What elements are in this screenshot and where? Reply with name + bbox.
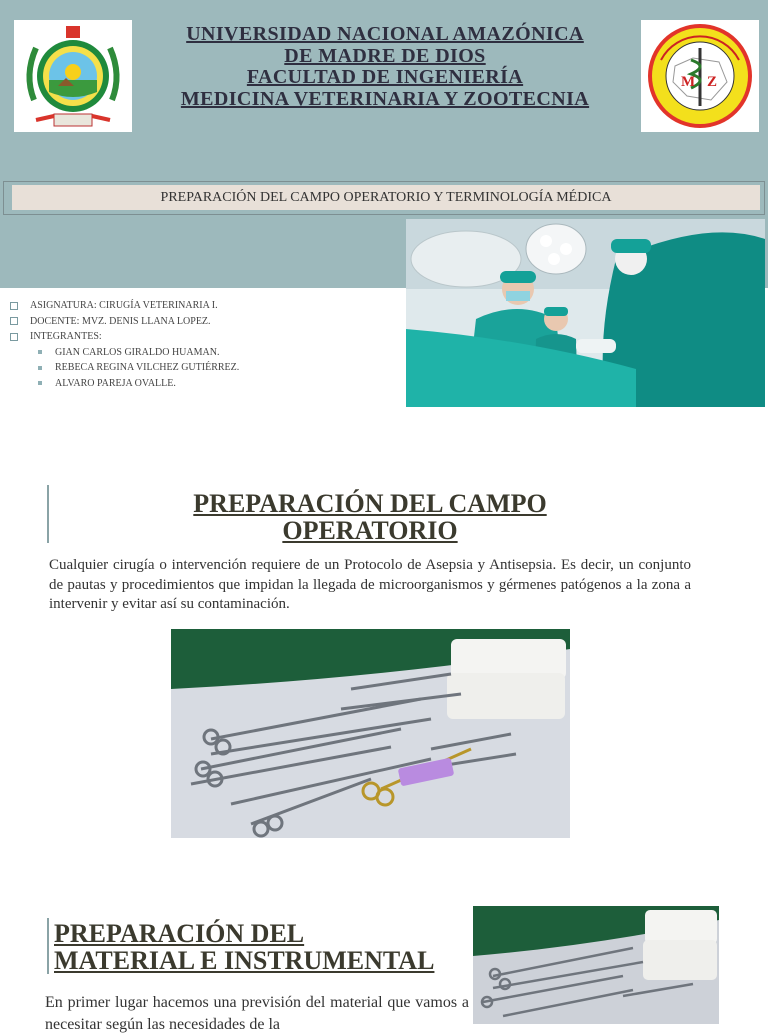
svg-text:M: M: [681, 74, 696, 90]
surgical-instruments-image: [171, 629, 570, 838]
section1-body: Cualquier cirugía o intervención requiere de un Protocolo de Asepsia y Antisepsia. Es decir, un conjunto de pautas y procedimientos que impidan la llegada de microorganismos y gérmenes patógenos a la zona a intervenir y evitar así su contaminación.: [49, 557, 691, 612]
member-item: [10, 360, 400, 376]
instrument-table-photo: [473, 906, 719, 1024]
surgical-instruments-photo: [171, 629, 570, 838]
section-accent-line: [47, 918, 49, 974]
surgeons-operating-image: [406, 219, 765, 407]
dot-bullet-icon: [38, 350, 42, 354]
member-name: REBECA REGINA VILCHEZ GUTIÉRREZ.: [55, 362, 240, 373]
member-item: [10, 345, 400, 361]
teacher-text: DOCENTE: MVZ. DENIS LLANA LOPEZ.: [30, 315, 211, 327]
dot-bullet-icon: [38, 366, 42, 370]
university-seal-icon: [14, 20, 132, 132]
section2-title: [54, 920, 474, 974]
section-accent-line: [47, 485, 49, 543]
instrument-table-image: [473, 906, 719, 1024]
title-line-1: UNIVERSIDAD NACIONAL AMAZÓNICA: [186, 23, 584, 45]
dot-bullet-icon: [38, 381, 42, 385]
member-name: ALVARO PAREJA OVALLE.: [55, 377, 176, 389]
square-bullet-icon: [10, 317, 18, 325]
subject-row: [10, 298, 400, 314]
section1-title-line2: OPERATORIO: [282, 516, 458, 545]
members-label-row: [10, 329, 400, 345]
square-bullet-icon: [10, 333, 18, 341]
title-line-3: FACULTAD DE INGENIERÍA: [246, 66, 524, 88]
banner-title: PREPARACIÓN DEL CAMPO OPERATORIO Y TERMINOLOGÍA MÉDICA: [12, 185, 760, 210]
svg-text:Z: Z: [707, 74, 718, 90]
member-name: GIAN CARLOS GIRALDO HUAMAN.: [55, 346, 220, 358]
section2-body: En primer lugar hacemos una previsión del material que vamos a necesitar según las necesidades de la: [45, 994, 469, 1033]
section1-title: [150, 490, 590, 544]
teacher-row: [10, 314, 400, 330]
member-item: [10, 376, 400, 392]
subject-text: ASIGNATURA: CIRUGÍA VETERINARIA I.: [30, 300, 218, 311]
section1-title-line1: PREPARACIÓN DEL CAMPO: [193, 489, 547, 518]
title-line-2: DE MADRE DE DIOS: [284, 44, 486, 67]
presentation-banner: [3, 181, 765, 215]
mvz-logo: [641, 20, 759, 132]
surgery-photo: [406, 219, 765, 407]
title-line-4: MEDICINA VETERINARIA Y ZOOTECNIA: [180, 87, 590, 110]
university-logo: [14, 20, 132, 132]
members-label: INTEGRANTES:: [30, 331, 102, 342]
mvz-unamad-icon: [641, 20, 759, 132]
university-title: [132, 24, 638, 110]
square-bullet-icon: [10, 302, 18, 310]
presentation-info: [10, 298, 400, 391]
section2-title-line2: MATERIAL E INSTRUMENTAL: [54, 946, 435, 975]
section2-title-line1: PREPARACIÓN DEL: [54, 919, 305, 948]
